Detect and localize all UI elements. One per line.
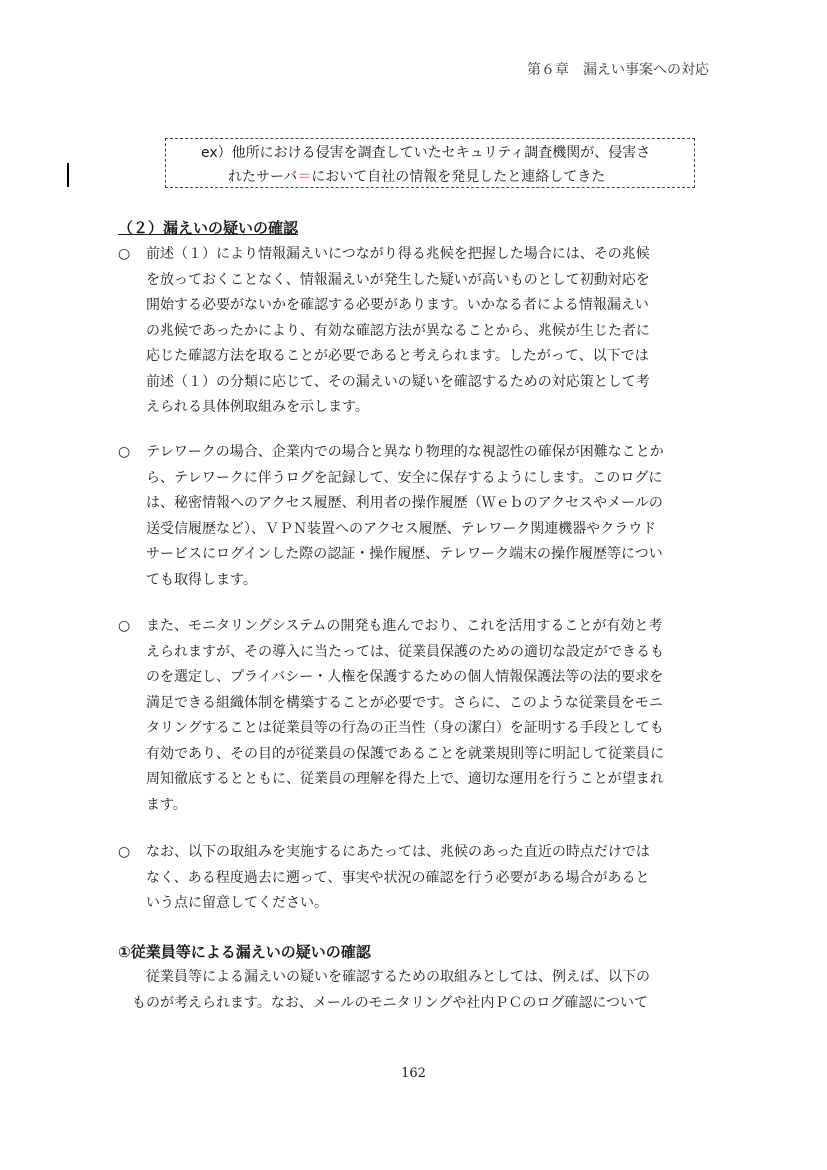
example-box [165,138,695,188]
paragraph-1 [118,242,650,421]
revision-bar [67,163,69,187]
paragraph-line: テレワークの場合、企業内での場合と異なり物理的な視認性の確保が困難なことか [146,444,664,460]
paragraph-line: は、秘密情報へのアクセス履歴、利用者の操作履歴（Ｗｅｂのアクセスやメールの [146,495,663,511]
paragraph-line: ても取得します。 [146,571,257,588]
bullet-icon: ○ [118,444,131,460]
bullet-icon: ○ [118,844,131,860]
bullet-icon: ○ [118,618,131,634]
paragraph-line: また、モニタリングシステムの開発も進んでおり、これを活用することが有効と考 [146,618,663,634]
subsection-line-1: 従業員等による漏えいの疑いを確認するための取組みとしては、例えば、以下の [146,969,650,985]
paragraph-4 [118,840,650,917]
chapter-header: 第６章 漏えい事案への対応 [527,62,709,78]
paragraph-line: を放っておくことなく、情報漏えいが発生した疑いが高いものとして初動対応を [146,271,650,288]
page-number: 162 [401,1066,426,1081]
paragraph-line: えられますが、その導入に当たっては、従業員保護のための適切な設定ができるも [146,643,664,660]
paragraph-line: 開始する必要がないかを確認する必要があります。いかなる者による情報漏えい [146,297,649,313]
subsection-heading: ①従業員等による漏えいの疑いの確認 [118,943,371,961]
paragraph-line: のを選定し、プライバシー・人権を保護するための個人情報保護法等の法的要求を [146,669,664,685]
example-line-1: ex）他所における侵害を調査していたセキュリティ調査機関が、侵害さ [201,145,651,161]
paragraph-3 [118,614,664,818]
paragraph-line: 有効であり、その目的が従業員の保護であることを就業規則等に明記して従業員に [146,745,664,762]
paragraph-line: 前述（１）の分類に応じて、その漏えいの疑いを確認するための対応策として考 [146,373,650,390]
example-line-2 [228,165,605,189]
paragraph-line: 送受信履歴など）、ＶＰＮ装置へのアクセス履歴、テレワーク関連機器やクラウド [146,520,657,537]
revision-mark: ＝ [297,169,312,185]
paragraph-line: ら、テレワークに伴うログを記録して、安全に保存するようにします。このログに [146,469,663,486]
paragraph-line: なく、ある程度過去に遡って、事実や状況の確認を行う必要がある場合があると [146,869,650,886]
paragraph-2 [118,440,664,593]
paragraph-line: えられる具体例取組みを示します。 [146,399,369,415]
paragraph-line: 前述（１）により情報漏えいにつながり得る兆候を把握した場合には、その兆候 [146,246,650,262]
paragraph-line: ます。 [146,796,187,813]
paragraph-line: いう点に留意してください。 [146,895,328,911]
example-line-2-before: れたサーバ [228,169,298,185]
paragraph-line: の兆候であったかにより、有効な確認方法が異なることから、兆候が生じた者に [146,322,650,339]
example-line-2-after: において自社の情報を発見したと連絡してきた [311,169,606,185]
paragraph-line: なお、以下の取組みを実施するにあたっては、兆候のあった直近の時点だけでは [146,844,650,860]
bullet-icon: ○ [118,246,131,262]
paragraph-line: 周知徹底するとともに、従業員の理解を得た上で、適切な運用を行うことが望まれ [146,771,664,787]
section-heading: （２）漏えいの疑いの確認 [118,219,299,237]
subsection-line-2: ものが考えられます。なお、メールのモニタリングや社内ＰＣのログ確認について [132,995,649,1011]
paragraph-line: タリングすることは従業員等の行為の正当性（身の潔白）を証明する手段としても [146,720,664,736]
paragraph-line: 満足できる組織体制を構築することが必要です。さらに、このような従業員をモニ [146,694,663,711]
paragraph-line: 応じた確認方法を取ることが必要であると考えられます。したがって、以下では [146,348,649,364]
paragraph-line: サービスにログインした際の認証・操作履歴、テレワーク端末の操作履歴等につい [146,546,663,562]
